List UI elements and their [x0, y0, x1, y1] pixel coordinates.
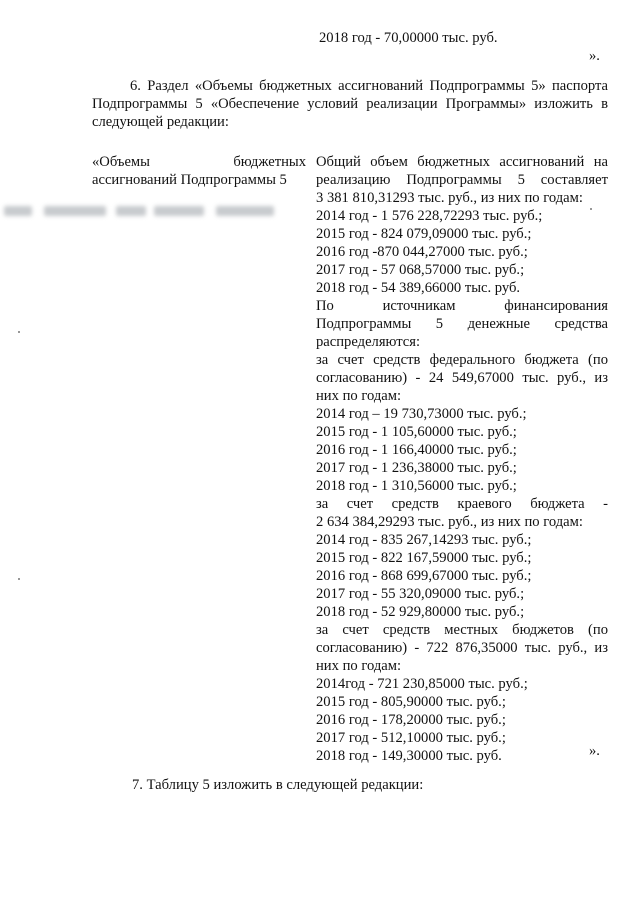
- total-year-line: 2014 год - 1 576 228,72293 тыс. руб.;: [316, 208, 543, 224]
- total-intro-line-2: реализацию Подпрограммы 5 составляет: [316, 172, 608, 188]
- sources-line-2: Подпрограммы 5 денежные средства: [316, 316, 608, 332]
- federal-year-list: [316, 405, 608, 495]
- local-year-list: [316, 675, 608, 765]
- paragraph-7: 7. Таблицу 5 изложить в следующей редакции:: [132, 777, 424, 793]
- closing-quote: ».: [589, 743, 600, 759]
- local-intro-line-3: них по годам:: [316, 658, 402, 674]
- scan-speck: [590, 208, 592, 210]
- total-year-line: 2016 год -870 044,27000 тыс. руб.;: [316, 244, 528, 260]
- regional-year-line: 2014 год - 835 267,14293 тыс. руб.;: [316, 532, 532, 548]
- regional-year-list: [316, 531, 608, 621]
- local-intro-line-2: согласованию) - 722 876,35000 тыс. руб., из: [316, 640, 608, 656]
- table-left-cell: [92, 153, 306, 189]
- federal-intro-line-1: за счет средств федерального бюджета (по: [316, 352, 608, 368]
- left-cell-line-1: [92, 153, 306, 171]
- local-year-line: 2015 год - 805,90000 тыс. руб.;: [316, 694, 506, 710]
- total-intro-line-1: Общий объем бюджетных ассигнований на: [316, 154, 608, 170]
- federal-intro-line-3: них по годам:: [316, 388, 402, 404]
- federal-year-line: 2018 год - 1 310,56000 тыс. руб.;: [316, 478, 517, 494]
- sources-line-1: По источникам финансирования: [316, 298, 608, 314]
- table-right-cell: [316, 153, 608, 765]
- regional-year-line: 2016 год - 868 699,67000 тыс. руб.;: [316, 568, 532, 584]
- previous-section-last-line: 2018 год - 70,00000 тыс. руб.: [319, 30, 498, 46]
- local-year-line: 2014год - 721 230,85000 тыс. руб.;: [316, 676, 528, 692]
- local-year-line: 2016 год - 178,20000 тыс. руб.;: [316, 712, 506, 728]
- federal-year-line: 2014 год – 19 730,73000 тыс. руб.;: [316, 406, 527, 422]
- regional-year-line: 2015 год - 822 167,59000 тыс. руб.;: [316, 550, 532, 566]
- scan-speck: [18, 331, 20, 333]
- local-year-line: 2017 год - 512,10000 тыс. руб.;: [316, 730, 506, 746]
- paragraph-6: [92, 77, 608, 131]
- redacted-scribble: [4, 202, 294, 222]
- regional-intro-line-2: 2 634 384,29293 тыс. руб., из них по годам:: [316, 514, 583, 530]
- total-year-line: 2017 год - 57 068,57000 тыс. руб.;: [316, 262, 525, 278]
- scan-speck: [18, 578, 20, 580]
- regional-year-line: 2017 год - 55 320,09000 тыс. руб.;: [316, 586, 525, 602]
- paragraph-6-text: 6. Раздел «Объемы бюджетных ассигнований Подпрограммы 5» паспорта Подпрограммы 5 «Обеспечение условий реализации Программы» изложить в следующей редакции:: [92, 78, 608, 130]
- regional-year-line: 2018 год - 52 929,80000 тыс. руб.;: [316, 604, 525, 620]
- sources-line-3: распределяются:: [316, 334, 421, 350]
- total-year-line: 2018 год - 54 389,66000 тыс. руб.: [316, 280, 521, 296]
- local-intro-line-1: за счет средств местных бюджетов (по: [316, 622, 608, 638]
- federal-year-line: 2016 год - 1 166,40000 тыс. руб.;: [316, 442, 517, 458]
- total-year-line: 2015 год - 824 079,09000 тыс. руб.;: [316, 226, 532, 242]
- regional-intro-line-1: за счет средств краевого бюджета -: [316, 496, 608, 512]
- federal-intro-line-2: согласованию) - 24 549,67000 тыс. руб., из: [316, 370, 608, 386]
- federal-year-line: 2017 год - 1 236,38000 тыс. руб.;: [316, 460, 517, 476]
- total-year-list: [316, 207, 608, 297]
- federal-year-line: 2015 год - 1 105,60000 тыс. руб.;: [316, 424, 517, 440]
- left-word-2: бюджетных: [233, 154, 306, 170]
- closing-quote: ».: [589, 48, 600, 64]
- left-word-1: «Объемы: [92, 154, 150, 170]
- total-intro-line-3: 3 381 810,31293 тыс. руб., из них по годам:: [316, 190, 583, 206]
- left-cell-line-2: ассигнований Подпрограммы 5: [92, 172, 287, 188]
- local-year-line: 2018 год - 149,30000 тыс. руб.: [316, 748, 502, 764]
